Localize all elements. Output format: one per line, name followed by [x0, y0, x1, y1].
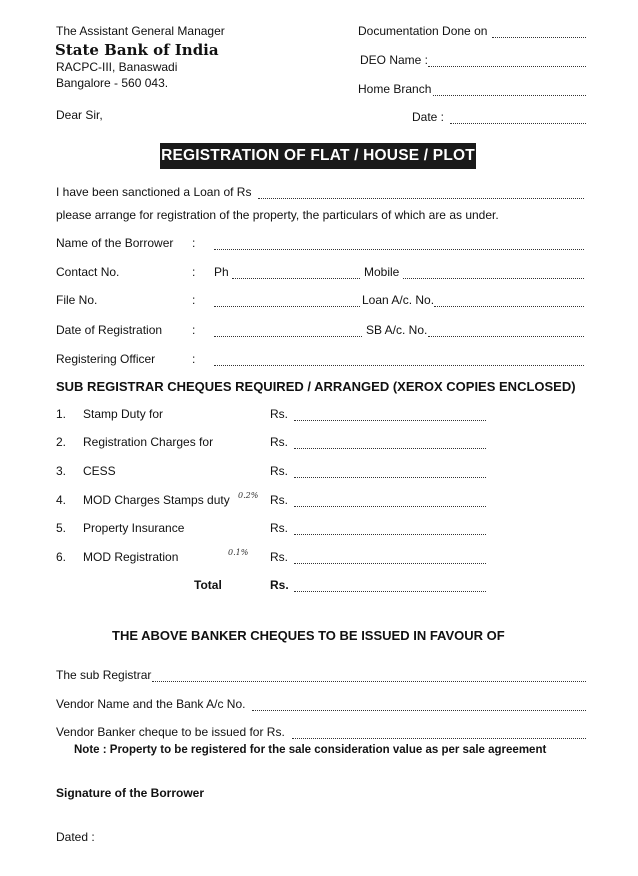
deo-name-field[interactable] [428, 66, 586, 67]
item-label: Registration Charges for [83, 435, 214, 449]
phone-field[interactable] [232, 278, 360, 279]
registering-officer-label: Registering Officer [56, 352, 156, 366]
item-rs: Rs. [270, 407, 288, 421]
home-branch-field[interactable] [433, 95, 586, 96]
city-address: Bangalore - 560 043. [56, 76, 169, 90]
stamp-duty-field[interactable] [294, 420, 486, 421]
item-number: 5. [56, 521, 67, 535]
vendor-label: Vendor Name and the Bank A/c No. [56, 697, 246, 711]
dated-label: Dated : [56, 830, 95, 844]
note-text: Note : Property to be registered for the sale consideration value as per sale agreement [74, 744, 547, 756]
bank-name: State Bank of India [55, 41, 219, 59]
colon: : [192, 293, 196, 307]
borrower-label: Name of the Borrower [56, 236, 174, 250]
salutation: Dear Sir, [56, 108, 103, 122]
item-label: MOD Charges Stamps duty [83, 493, 230, 507]
colon: : [192, 236, 196, 250]
colon: : [192, 323, 196, 337]
item-label: Stamp Duty for [83, 407, 164, 421]
borrower-name-field[interactable] [214, 249, 584, 250]
documentation-done-label: Documentation Done on [358, 24, 488, 38]
item-rs: Rs. [270, 521, 288, 535]
cheques-heading: SUB REGISTRAR CHEQUES REQUIRED / ARRANGED (XEROX COPIES ENCLOSED) [56, 379, 576, 394]
item-number: 2. [56, 435, 67, 449]
form-title: REGISTRATION OF FLAT / HOUSE / PLOT [160, 143, 476, 169]
registration-date-field[interactable] [214, 336, 362, 337]
vendor-cheque-field[interactable] [292, 738, 586, 739]
total-rs: Rs. [270, 578, 289, 592]
colon: : [192, 265, 196, 279]
cess-field[interactable] [294, 477, 486, 478]
item-rs: Rs. [270, 435, 288, 449]
loan-ac-label: Loan A/c. No. [362, 293, 435, 307]
date-field[interactable] [450, 123, 586, 124]
banker-heading: THE ABOVE BANKER CHEQUES TO BE ISSUED IN FAVOUR OF [112, 628, 505, 643]
total-label: Total [194, 578, 222, 592]
intro-request-text: please arrange for registration of the property, the particulars of which are as under. [56, 208, 499, 222]
loan-amount-field[interactable] [258, 198, 584, 199]
item-label: Property Insurance [83, 521, 185, 535]
office-address: RACPC-III, Banaswadi [56, 60, 178, 74]
date-label: Date : [412, 110, 445, 124]
signature-label: Signature of the Borrower [56, 786, 205, 800]
mobile-label: Mobile [364, 265, 400, 279]
item-number: 6. [56, 550, 67, 564]
sb-ac-field[interactable] [428, 336, 584, 337]
mod-registration-field[interactable] [294, 563, 486, 564]
loan-ac-field[interactable] [434, 306, 584, 307]
handwritten-note: 0.2% [238, 491, 259, 500]
vendor-field[interactable] [252, 710, 586, 711]
handwritten-note: 0.1% [228, 548, 249, 557]
file-no-label: File No. [56, 293, 98, 307]
file-no-field[interactable] [214, 306, 360, 307]
registration-date-label: Date of Registration [56, 323, 163, 337]
registration-charges-field[interactable] [294, 448, 486, 449]
item-rs: Rs. [270, 493, 288, 507]
mobile-field[interactable] [403, 278, 584, 279]
phone-label: Ph [214, 265, 229, 279]
mod-charges-field[interactable] [294, 506, 486, 507]
item-label: MOD Registration [83, 550, 179, 564]
property-insurance-field[interactable] [294, 534, 486, 535]
sb-ac-label: SB A/c. No. [366, 323, 428, 337]
registering-officer-field[interactable] [214, 365, 584, 366]
documentation-done-field[interactable] [492, 37, 586, 38]
item-number: 1. [56, 407, 67, 421]
item-number: 3. [56, 464, 67, 478]
item-rs: Rs. [270, 464, 288, 478]
intro-loan-text: I have been sanctioned a Loan of Rs [56, 185, 252, 199]
vendor-cheque-label: Vendor Banker cheque to be issued for Rs. [56, 725, 285, 739]
item-rs: Rs. [270, 550, 288, 564]
sub-registrar-field[interactable] [152, 681, 586, 682]
contact-label: Contact No. [56, 265, 120, 279]
total-field[interactable] [294, 591, 486, 592]
item-label: CESS [83, 464, 116, 478]
item-number: 4. [56, 493, 67, 507]
colon: : [192, 352, 196, 366]
sub-registrar-label: The sub Registrar [56, 668, 152, 682]
deo-name-label: DEO Name : [360, 53, 429, 67]
home-branch-label: Home Branch [358, 82, 432, 96]
addressee-line: The Assistant General Manager [56, 24, 225, 38]
